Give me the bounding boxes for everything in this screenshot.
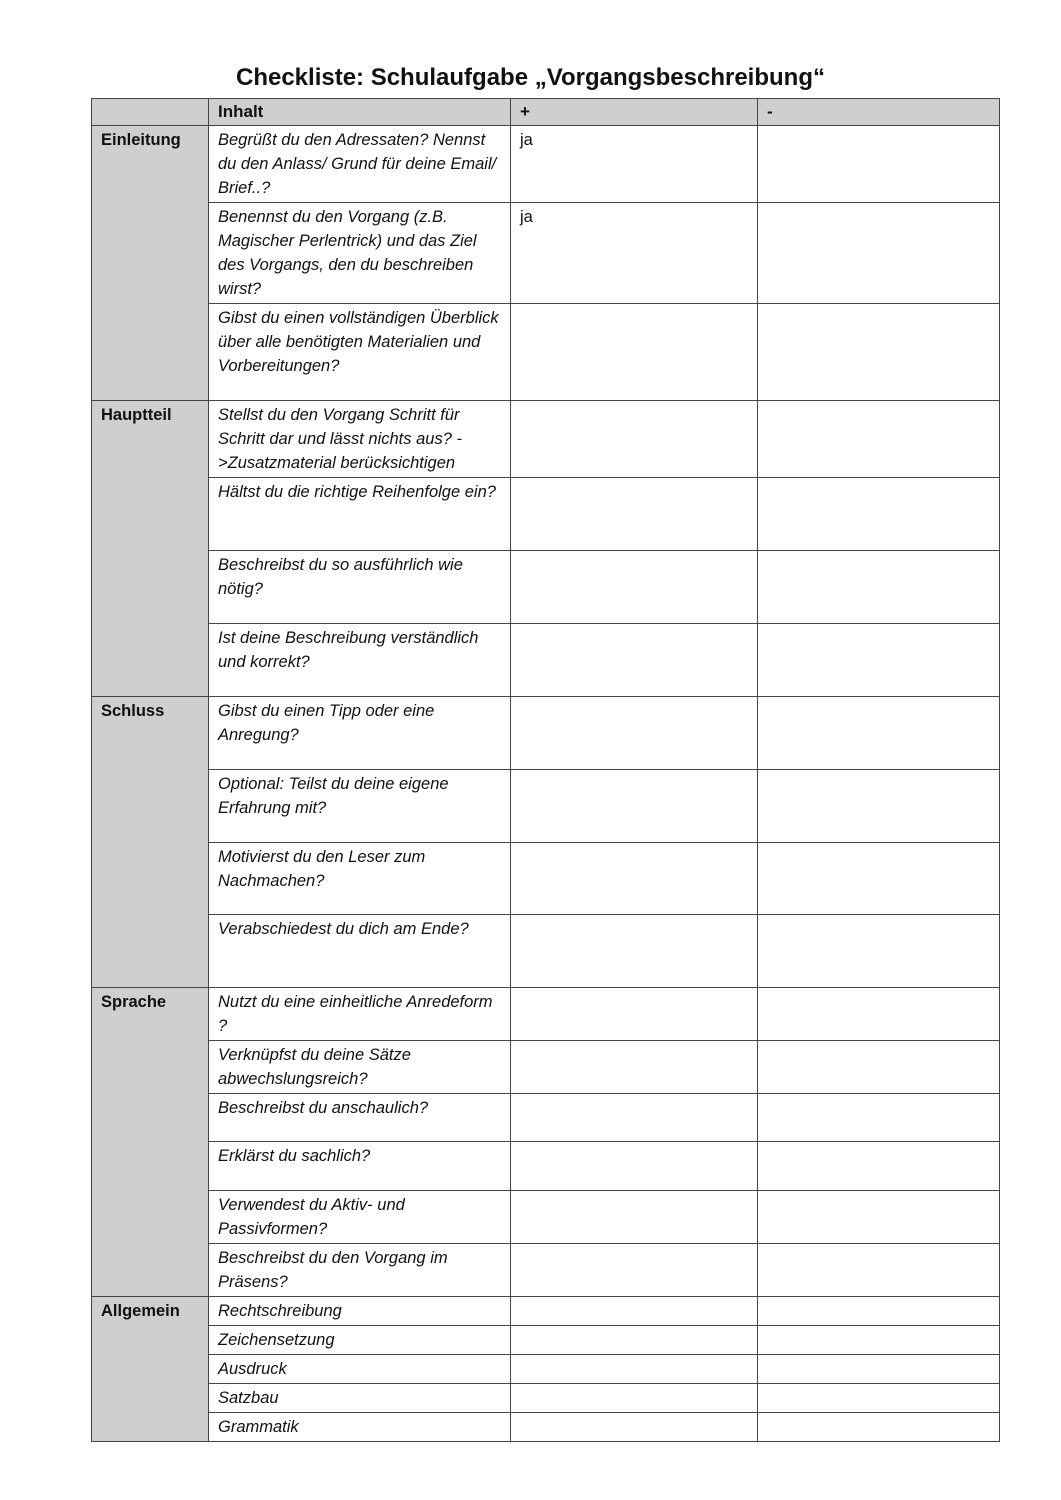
plus-cell[interactable] bbox=[511, 697, 758, 770]
plus-cell[interactable] bbox=[511, 1355, 758, 1384]
plus-cell[interactable] bbox=[511, 1094, 758, 1142]
table-row bbox=[92, 203, 1000, 304]
minus-cell[interactable] bbox=[758, 401, 1000, 478]
checklist-table bbox=[91, 98, 1000, 1442]
plus-cell[interactable] bbox=[511, 1413, 758, 1442]
header-minus: - bbox=[758, 99, 1000, 126]
question-cell: Verabschiedest du dich am Ende? bbox=[209, 915, 511, 988]
table-row bbox=[92, 843, 1000, 915]
table-row bbox=[92, 988, 1000, 1041]
table-row bbox=[92, 551, 1000, 624]
question-cell: Beschreibst du anschaulich? bbox=[209, 1094, 511, 1142]
question-cell: Gibst du einen vollständigen Überblick über alle benötigten Materialien und Vorbereitungen? bbox=[209, 304, 511, 401]
minus-cell[interactable] bbox=[758, 988, 1000, 1041]
question-cell: Optional: Teilst du deine eigene Erfahrung mit? bbox=[209, 770, 511, 843]
plus-cell[interactable] bbox=[511, 1326, 758, 1355]
table-row bbox=[92, 304, 1000, 401]
checklist-body bbox=[92, 126, 1000, 1442]
plus-cell[interactable]: ja bbox=[511, 126, 758, 203]
table-header-row bbox=[92, 99, 1000, 126]
minus-cell[interactable] bbox=[758, 1355, 1000, 1384]
minus-cell[interactable] bbox=[758, 304, 1000, 401]
plus-cell[interactable] bbox=[511, 304, 758, 401]
minus-cell[interactable] bbox=[758, 770, 1000, 843]
question-cell: Ist deine Beschreibung verständlich und korrekt? bbox=[209, 624, 511, 697]
minus-cell[interactable] bbox=[758, 551, 1000, 624]
minus-cell[interactable] bbox=[758, 478, 1000, 551]
plus-cell[interactable] bbox=[511, 843, 758, 915]
table-row bbox=[92, 1191, 1000, 1244]
plus-cell[interactable] bbox=[511, 770, 758, 843]
question-cell: Ausdruck bbox=[209, 1355, 511, 1384]
question-cell: Stellst du den Vorgang Schritt für Schritt dar und lässt nichts aus? ->Zusatzmaterial berücksichtigen bbox=[209, 401, 511, 478]
question-cell: Rechtschreibung bbox=[209, 1297, 511, 1326]
table-row bbox=[92, 770, 1000, 843]
question-cell: Grammatik bbox=[209, 1413, 511, 1442]
minus-cell[interactable] bbox=[758, 1142, 1000, 1191]
section-label: Einleitung bbox=[92, 126, 209, 401]
section-label: Sprache bbox=[92, 988, 209, 1297]
table-row bbox=[92, 1355, 1000, 1384]
table-row bbox=[92, 1297, 1000, 1326]
question-cell: Motivierst du den Leser zum Nachmachen? bbox=[209, 843, 511, 915]
table-row bbox=[92, 1142, 1000, 1191]
minus-cell[interactable] bbox=[758, 1297, 1000, 1326]
question-cell: Verwendest du Aktiv- und Passivformen? bbox=[209, 1191, 511, 1244]
minus-cell[interactable] bbox=[758, 203, 1000, 304]
table-row bbox=[92, 1413, 1000, 1442]
table-row bbox=[92, 624, 1000, 697]
question-cell: Hältst du die richtige Reihenfolge ein? bbox=[209, 478, 511, 551]
plus-cell[interactable] bbox=[511, 1384, 758, 1413]
plus-cell[interactable]: ja bbox=[511, 203, 758, 304]
minus-cell[interactable] bbox=[758, 624, 1000, 697]
table-row bbox=[92, 1094, 1000, 1142]
table-row bbox=[92, 1244, 1000, 1297]
question-cell: Gibst du einen Tipp oder eine Anregung? bbox=[209, 697, 511, 770]
minus-cell[interactable] bbox=[758, 1384, 1000, 1413]
table-row bbox=[92, 697, 1000, 770]
plus-cell[interactable] bbox=[511, 551, 758, 624]
plus-cell[interactable] bbox=[511, 1041, 758, 1094]
minus-cell[interactable] bbox=[758, 1191, 1000, 1244]
plus-cell[interactable] bbox=[511, 478, 758, 551]
minus-cell[interactable] bbox=[758, 1326, 1000, 1355]
plus-cell[interactable] bbox=[511, 988, 758, 1041]
question-cell: Verknüpfst du deine Sätze abwechslungsreich? bbox=[209, 1041, 511, 1094]
plus-cell[interactable] bbox=[511, 1244, 758, 1297]
table-row bbox=[92, 1326, 1000, 1355]
question-cell: Begrüßt du den Adressaten? Nennst du den Anlass/ Grund für deine Email/ Brief..? bbox=[209, 126, 511, 203]
question-cell: Satzbau bbox=[209, 1384, 511, 1413]
plus-cell[interactable] bbox=[511, 624, 758, 697]
section-label: Allgemein bbox=[92, 1297, 209, 1442]
minus-cell[interactable] bbox=[758, 1413, 1000, 1442]
minus-cell[interactable] bbox=[758, 126, 1000, 203]
table-row bbox=[92, 401, 1000, 478]
question-cell: Beschreibst du den Vorgang im Präsens? bbox=[209, 1244, 511, 1297]
table-row bbox=[92, 478, 1000, 551]
question-cell: Erklärst du sachlich? bbox=[209, 1142, 511, 1191]
minus-cell[interactable] bbox=[758, 843, 1000, 915]
page-title: Checkliste: Schulaufgabe „Vorgangsbeschreibung“ bbox=[235, 64, 825, 91]
table-row bbox=[92, 1041, 1000, 1094]
plus-cell[interactable] bbox=[511, 1191, 758, 1244]
minus-cell[interactable] bbox=[758, 1244, 1000, 1297]
question-cell: Beschreibst du so ausführlich wie nötig? bbox=[209, 551, 511, 624]
header-plus: + bbox=[511, 99, 758, 126]
question-cell: Zeichensetzung bbox=[209, 1326, 511, 1355]
plus-cell[interactable] bbox=[511, 1297, 758, 1326]
header-content: Inhalt bbox=[209, 99, 511, 126]
header-section bbox=[92, 99, 209, 126]
plus-cell[interactable] bbox=[511, 915, 758, 988]
plus-cell[interactable] bbox=[511, 1142, 758, 1191]
minus-cell[interactable] bbox=[758, 1094, 1000, 1142]
minus-cell[interactable] bbox=[758, 915, 1000, 988]
minus-cell[interactable] bbox=[758, 1041, 1000, 1094]
question-cell: Nutzt du eine einheitliche Anredeform ? bbox=[209, 988, 511, 1041]
section-label: Schluss bbox=[92, 697, 209, 988]
table-row bbox=[92, 915, 1000, 988]
plus-cell[interactable] bbox=[511, 401, 758, 478]
minus-cell[interactable] bbox=[758, 697, 1000, 770]
question-cell: Benennst du den Vorgang (z.B. Magischer Perlentrick) und das Ziel des Vorgangs, den du beschreiben wirst? bbox=[209, 203, 511, 304]
table-row bbox=[92, 126, 1000, 203]
table-row bbox=[92, 1384, 1000, 1413]
section-label: Hauptteil bbox=[92, 401, 209, 697]
